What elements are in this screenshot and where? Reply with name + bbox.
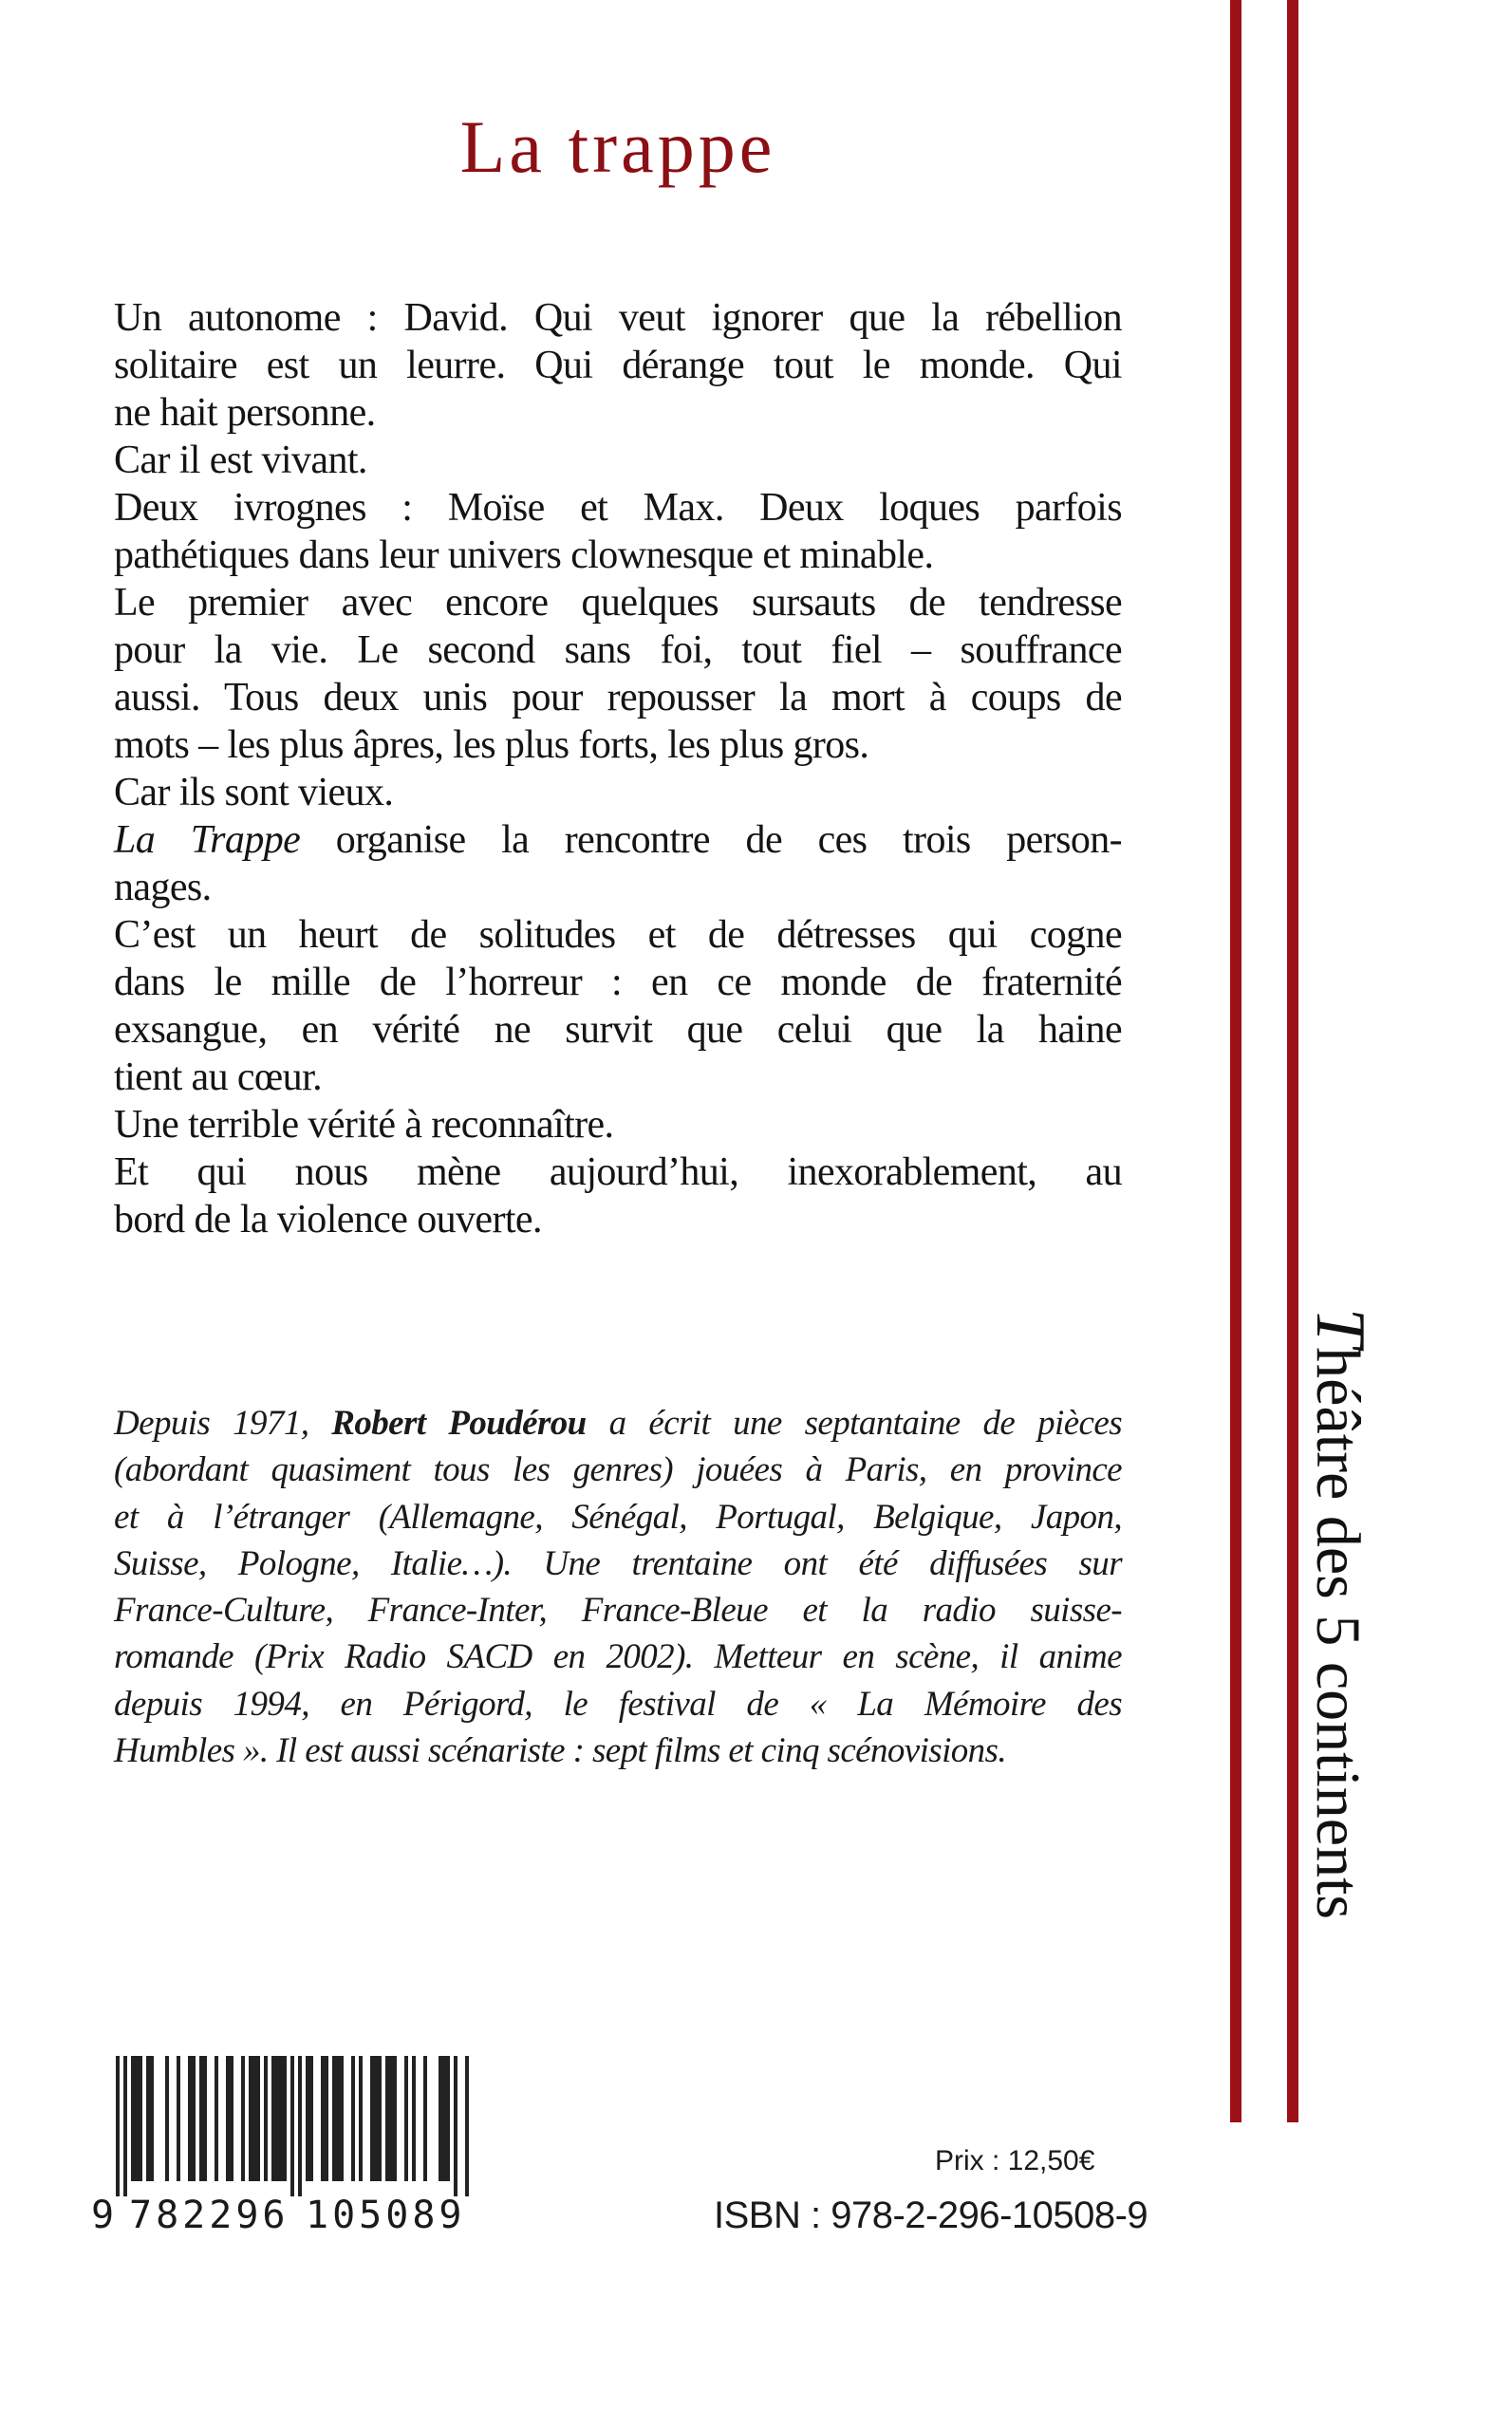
blurb-line: aussi. Tous deux unis pour repousser la mort à coups de (114, 676, 1122, 719)
bio-text: Depuis 1971, (114, 1404, 332, 1443)
blurb-line: solitaire est un leurre. Qui dérange tout le monde. Qui (114, 344, 1122, 387)
author-name: Robert Poudérou (331, 1404, 587, 1443)
decorative-red-rule (1230, 0, 1241, 2122)
blurb-line: nages. (114, 866, 212, 909)
bio-line: (abordant quasiment tous les genres) jouées à Paris, en province (114, 1450, 1122, 1490)
blurb-line: Car ils sont vieux. (114, 771, 394, 814)
blurb-line: Car il est vivant. (114, 439, 367, 482)
blurb-line: Le premier avec encore quelques sursauts de tendresse (114, 581, 1122, 625)
blurb-line: pour la vie. Le second sans foi, tout fiel – souffrance (114, 628, 1122, 672)
collection-name-vertical (1302, 1308, 1378, 2124)
bio-line: romande (Prix Radio SACD en 2002). Metteur en scène, il anime (114, 1637, 1122, 1677)
bio-line: depuis 1994, en Périgord, le festival de « La Mémoire des (114, 1684, 1122, 1724)
barcode-digit-group-left: 782296 (129, 2194, 289, 2237)
author-bio (114, 1400, 1122, 1774)
bio-line: Humbles ». Il est aussi scénariste : sept films et cinq scénovisions. (114, 1731, 1007, 1771)
barcode-digit-group-right: 105089 (306, 2194, 466, 2237)
book-title: La trappe (459, 105, 776, 188)
bio-line (114, 1400, 1122, 1447)
blurb-line: Un autonome : David. Qui veut ignorer que la rébellion (114, 296, 1122, 340)
blurb-line-rest: organise la rencontre de ces trois person- (300, 818, 1122, 862)
blurb-line: ne hait personne. (114, 391, 376, 435)
blurb-line: C’est un heurt de solitudes et de détresses qui cogne (114, 913, 1122, 957)
blurb-line: Une terrible vérité à reconnaître. (114, 1103, 614, 1147)
blurb-line: mots – les plus âpres, les plus forts, les plus gros. (114, 723, 869, 767)
barcode (116, 2056, 476, 2196)
blurb-line: dans le mille de l’horreur : en ce monde de fraternité (114, 961, 1122, 1004)
blurb-line: exsangue, en vérité ne survit que celui que la haine (114, 1008, 1122, 1052)
price: Prix : 12,50€ (935, 2145, 1095, 2176)
blurb-line: tient au cœur. (114, 1055, 323, 1099)
blurb-line: Deux ivrognes : Moïse et Max. Deux loques parfois (114, 486, 1122, 530)
bio-line: Suisse, Pologne, Italie…). Une trentaine ont été diffusées sur (114, 1543, 1122, 1583)
barcode-bars-icon (116, 2056, 476, 2196)
blurb (114, 294, 1122, 1243)
bio-text: a écrit une septantaine de pièces (586, 1404, 1123, 1443)
bio-line: et à l’étranger (Allemagne, Sénégal, Portugal, Belgique, Japon, (114, 1497, 1122, 1537)
barcode-digit-lead: 9 (91, 2194, 115, 2237)
blurb-line: bord de la violence ouverte. (114, 1198, 542, 1242)
blurb-line: pathétiques dans leur univers clownesque et minable. (114, 533, 934, 577)
bio-line: France-Culture, France-Inter, France-Bleue et la radio suisse- (114, 1591, 1122, 1631)
isbn: ISBN : 978-2-296-10508-9 (714, 2194, 1148, 2236)
collection-initial: T (1301, 1308, 1379, 1348)
play-title-italic: La Trappe (114, 818, 301, 862)
decorative-red-rule (1287, 0, 1298, 2122)
blurb-line (114, 816, 1122, 864)
blurb-line: Et qui nous mène aujourd’hui, inexorablement, au (114, 1150, 1122, 1194)
barcode-digits (91, 2194, 490, 2236)
collection-rest: héâtre des 5 continents (1303, 1347, 1372, 1920)
